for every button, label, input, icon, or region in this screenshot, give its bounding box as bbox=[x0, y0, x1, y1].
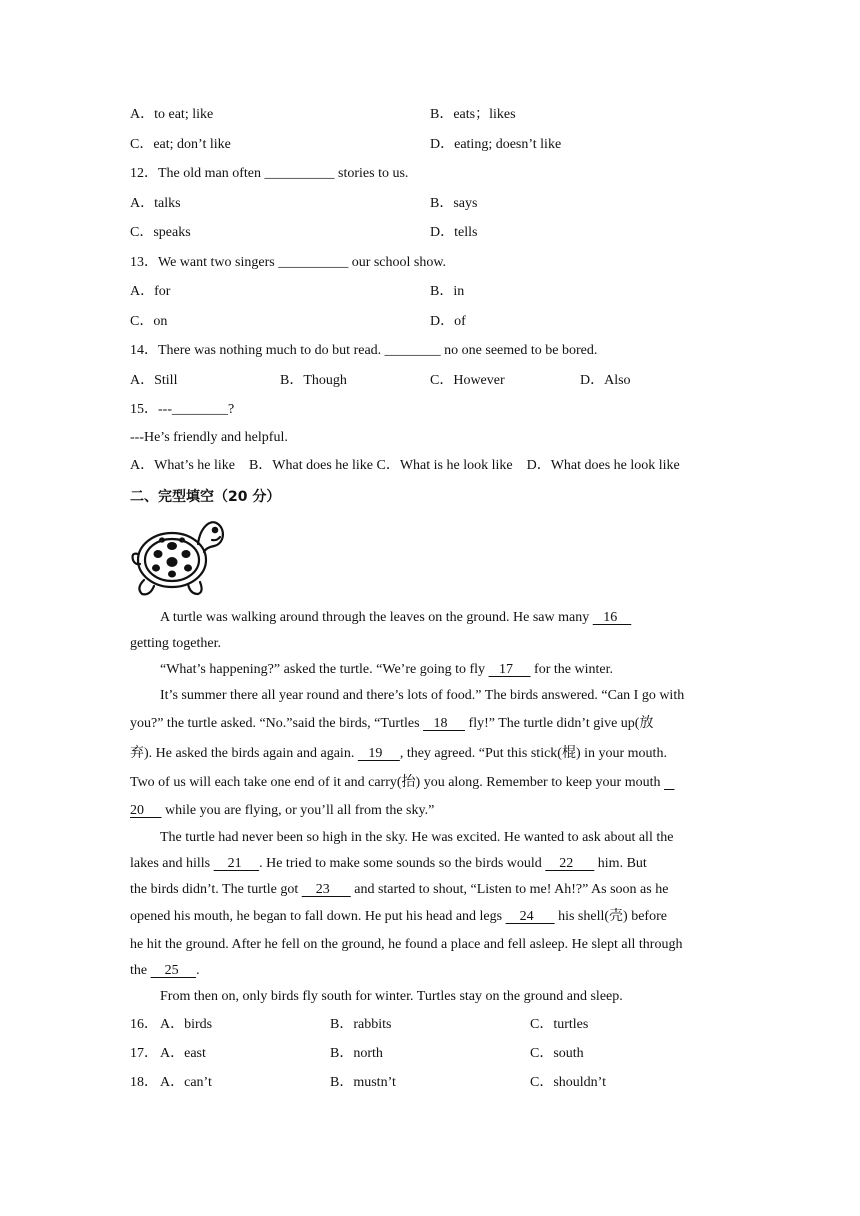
passage-line: he hit the ground. After he fell on the ground, he found a place and fell asleep. He slept all through bbox=[130, 937, 683, 952]
q11-option-b: B．eats；likes bbox=[430, 107, 516, 122]
q18-option-c: C．shouldn’t bbox=[530, 1075, 606, 1090]
q14-option-c: C．However bbox=[430, 373, 505, 388]
passage-text: his shell(壳) before bbox=[554, 909, 667, 924]
section-heading: 二、完型填空（20 分） bbox=[130, 489, 281, 505]
passage-text: . He tried to make some sounds so the birds would bbox=[259, 856, 546, 871]
passage-text: and started to shout, “Listen to me! Ah!?” As soon as he bbox=[350, 882, 669, 897]
q15-options: A．What’s he like B．What does he like C．What is he look like D．What does he look like bbox=[130, 458, 680, 473]
turtle-icon bbox=[130, 510, 228, 598]
q17-option-a: A．east bbox=[160, 1046, 206, 1061]
q17-number: 17． bbox=[130, 1046, 158, 1061]
q14-option-d: D．Also bbox=[580, 373, 631, 388]
q12-option-d: D．tells bbox=[430, 225, 478, 240]
passage-text: “What’s happening?” asked the turtle. “We’re going to fly bbox=[160, 662, 489, 677]
passage-text: him. But bbox=[594, 856, 647, 871]
blank-22: 22 bbox=[545, 856, 595, 871]
q16-option-b: B．rabbits bbox=[330, 1017, 392, 1032]
passage-text: 弃). He asked the birds again and again. bbox=[130, 746, 358, 761]
q18-number: 18． bbox=[130, 1075, 158, 1090]
passage-line bbox=[130, 715, 735, 733]
blank-23: 23 bbox=[301, 882, 351, 897]
q14-option-b: B．Though bbox=[280, 373, 347, 388]
q18-option-a: A．can’t bbox=[160, 1075, 212, 1090]
passage-line bbox=[130, 908, 735, 926]
q12-stem-pre: 12．The old man often bbox=[130, 166, 265, 181]
passage-line bbox=[130, 962, 735, 980]
blank-18: 18 bbox=[423, 716, 466, 731]
blank-20-start bbox=[664, 775, 675, 790]
passage-line bbox=[130, 881, 735, 899]
q13-stem-pre: 13．We want two singers bbox=[130, 255, 279, 270]
q18-option-b: B．mustn’t bbox=[330, 1075, 396, 1090]
q12-option-b: B．says bbox=[430, 196, 478, 211]
passage-line: It’s summer there all year round and there’s lots of food.” The birds answered. “Can I go with bbox=[160, 688, 685, 703]
q13-stem-post: our school show. bbox=[348, 255, 447, 270]
q13-option-c: C．on bbox=[130, 314, 168, 329]
passage-text: , they agreed. “Put this stick(棍) in your mouth. bbox=[399, 746, 667, 761]
passage-line: From then on, only birds fly south for winter. Turtles stay on the ground and sleep. bbox=[160, 989, 623, 1004]
q13-option-a: A．for bbox=[130, 284, 171, 299]
passage-text: fly!” The turtle didn’t give up(放 bbox=[465, 716, 654, 731]
q12-option-a: A．talks bbox=[130, 196, 181, 211]
q14-option-a: A．Still bbox=[130, 373, 178, 388]
passage-text: A turtle was walking around through the leaves on the ground. He saw many bbox=[160, 610, 593, 625]
passage-text: opened his mouth, he began to fall down. He put his head and legs bbox=[130, 909, 506, 924]
q12-stem bbox=[130, 165, 408, 183]
blank-19: 19 bbox=[357, 746, 400, 761]
passage-line: The turtle had never been so high in the sky. He was excited. He wanted to ask about all the bbox=[160, 830, 674, 845]
passage-text: you?” the turtle asked. “No.”said the birds, “Turtles bbox=[130, 716, 424, 731]
passage-text: lakes and hills bbox=[130, 856, 214, 871]
blank-25: 25 bbox=[150, 963, 197, 978]
passage-line bbox=[130, 802, 735, 820]
q16-option-a: A．birds bbox=[160, 1017, 213, 1032]
passage-line: getting together. bbox=[130, 636, 221, 651]
passage-line bbox=[130, 855, 735, 873]
q17-option-b: B．north bbox=[330, 1046, 383, 1061]
q12-stem-post: stories to us. bbox=[334, 166, 409, 181]
passage-text: while you are flying, or you’ll all from the sky.” bbox=[161, 803, 435, 818]
q16-number: 16． bbox=[130, 1017, 158, 1032]
passage-text: Two of us will each take one end of it and carry(抬) you along. Remember to keep your mouth bbox=[130, 775, 664, 790]
blank-20: 20 bbox=[130, 803, 162, 818]
passage-text: . bbox=[196, 963, 200, 978]
q15-reply: ---He’s friendly and helpful. bbox=[130, 430, 288, 445]
blank-17: 17 bbox=[488, 662, 531, 677]
blank-24: 24 bbox=[505, 909, 555, 924]
passage-text: for the winter. bbox=[530, 662, 613, 677]
q13-option-d: D．of bbox=[430, 314, 466, 329]
passage-line bbox=[160, 609, 765, 627]
q13-blank: __________ bbox=[278, 255, 349, 270]
q16-option-c: C．turtles bbox=[530, 1017, 589, 1032]
blank-21: 21 bbox=[213, 856, 260, 871]
q11-option-a: A．to eat; like bbox=[130, 107, 214, 122]
q15-stem: 15．---________? bbox=[130, 402, 235, 417]
q13-stem bbox=[130, 254, 446, 272]
q12-blank: __________ bbox=[264, 166, 335, 181]
q11-option-c: C．eat; don’t like bbox=[130, 137, 231, 152]
q14-stem: 14．There was nothing much to do but read. ________ no one seemed to be bored. bbox=[130, 343, 598, 358]
passage-text: the birds didn’t. The turtle got bbox=[130, 882, 302, 897]
passage-text: the bbox=[130, 963, 151, 978]
blank-16: 16 bbox=[592, 610, 632, 625]
q11-option-d: D．eating; doesn’t like bbox=[430, 137, 562, 152]
q12-option-c: C．speaks bbox=[130, 225, 191, 240]
q13-option-b: B．in bbox=[430, 284, 465, 299]
passage-line bbox=[160, 661, 765, 679]
q17-option-c: C．south bbox=[530, 1046, 584, 1061]
passage-line bbox=[130, 774, 735, 792]
passage-line bbox=[130, 745, 735, 763]
